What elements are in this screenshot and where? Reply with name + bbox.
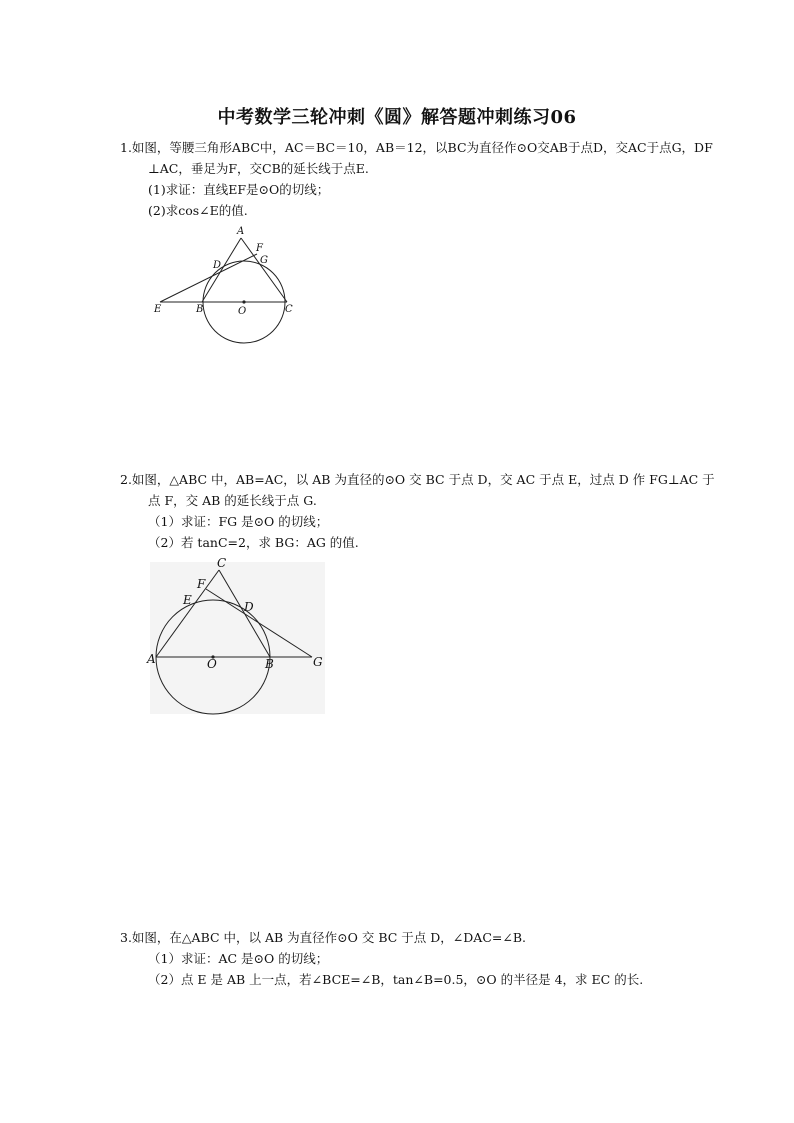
label-g: G (260, 255, 268, 266)
segment-ac (241, 238, 287, 302)
label-c: C (217, 556, 227, 570)
problem-3-part-2: （2）点 E 是 AB 上一点，若∠BCE=∠B，tan∠B=0.5，⊙O 的半径是 4，求 EC 的长. (148, 972, 644, 987)
label-a: A (237, 226, 245, 237)
label-e: E (183, 593, 192, 607)
label-b: B (265, 657, 274, 671)
problem-1-part-2: (2)求cos∠E的值. (148, 203, 248, 218)
problem-1-line-2: ⊥AC，垂足为F，交CB的延长线于点E. (148, 161, 369, 176)
page-title: 中考数学三轮冲刺《圆》解答题冲刺练习06 (217, 107, 577, 128)
problem-2-line-2: 点 F，交 AB 的延长线于点 G. (148, 493, 317, 508)
label-g: G (313, 655, 323, 669)
label-d: D (244, 600, 254, 614)
label-f: F (256, 243, 263, 254)
line-ef (160, 254, 257, 302)
label-d: D (213, 260, 222, 271)
problem-1-figure (145, 222, 305, 347)
problem-2-part-2: （2）若 tanC=2，求 BG：AG 的值. (148, 535, 359, 550)
label-o: O (238, 306, 247, 317)
label-o: O (207, 657, 217, 671)
figure-background (150, 562, 325, 714)
problem-2-part-1: （1）求证：FG 是⊙O 的切线； (148, 514, 329, 529)
problem-2-line-1: 2.如图，△ABC 中，AB=AC，以 AB 为直径的⊙O 交 BC 于点 D，交 AC 于点 E，过点 D 作 FG⊥AC 于 (120, 472, 715, 487)
label-b: B (196, 304, 204, 315)
label-a: A (147, 652, 156, 666)
problem-3-line-1: 3.如图，在△ABC 中，以 AB 为直径作⊙O 交 BC 于点 D，∠DAC=∠B. (120, 930, 526, 945)
segment-ab (202, 238, 241, 302)
problem-3-part-1: （1）求证：AC 是⊙O 的切线； (148, 951, 329, 966)
problem-1-part-1: (1)求证：直线EF是⊙O的切线； (148, 182, 330, 197)
label-e: E (154, 304, 162, 315)
label-f: F (197, 577, 206, 591)
center-dot (242, 300, 245, 303)
problem-1-line-1: 1.如图，等腰三角形ABC中，AC＝BC＝10，AB＝12，以BC为直径作⊙O交AB于点D，交AC于点G，DF (120, 140, 713, 155)
problem-2-figure (145, 554, 330, 716)
label-c: C (285, 304, 293, 315)
